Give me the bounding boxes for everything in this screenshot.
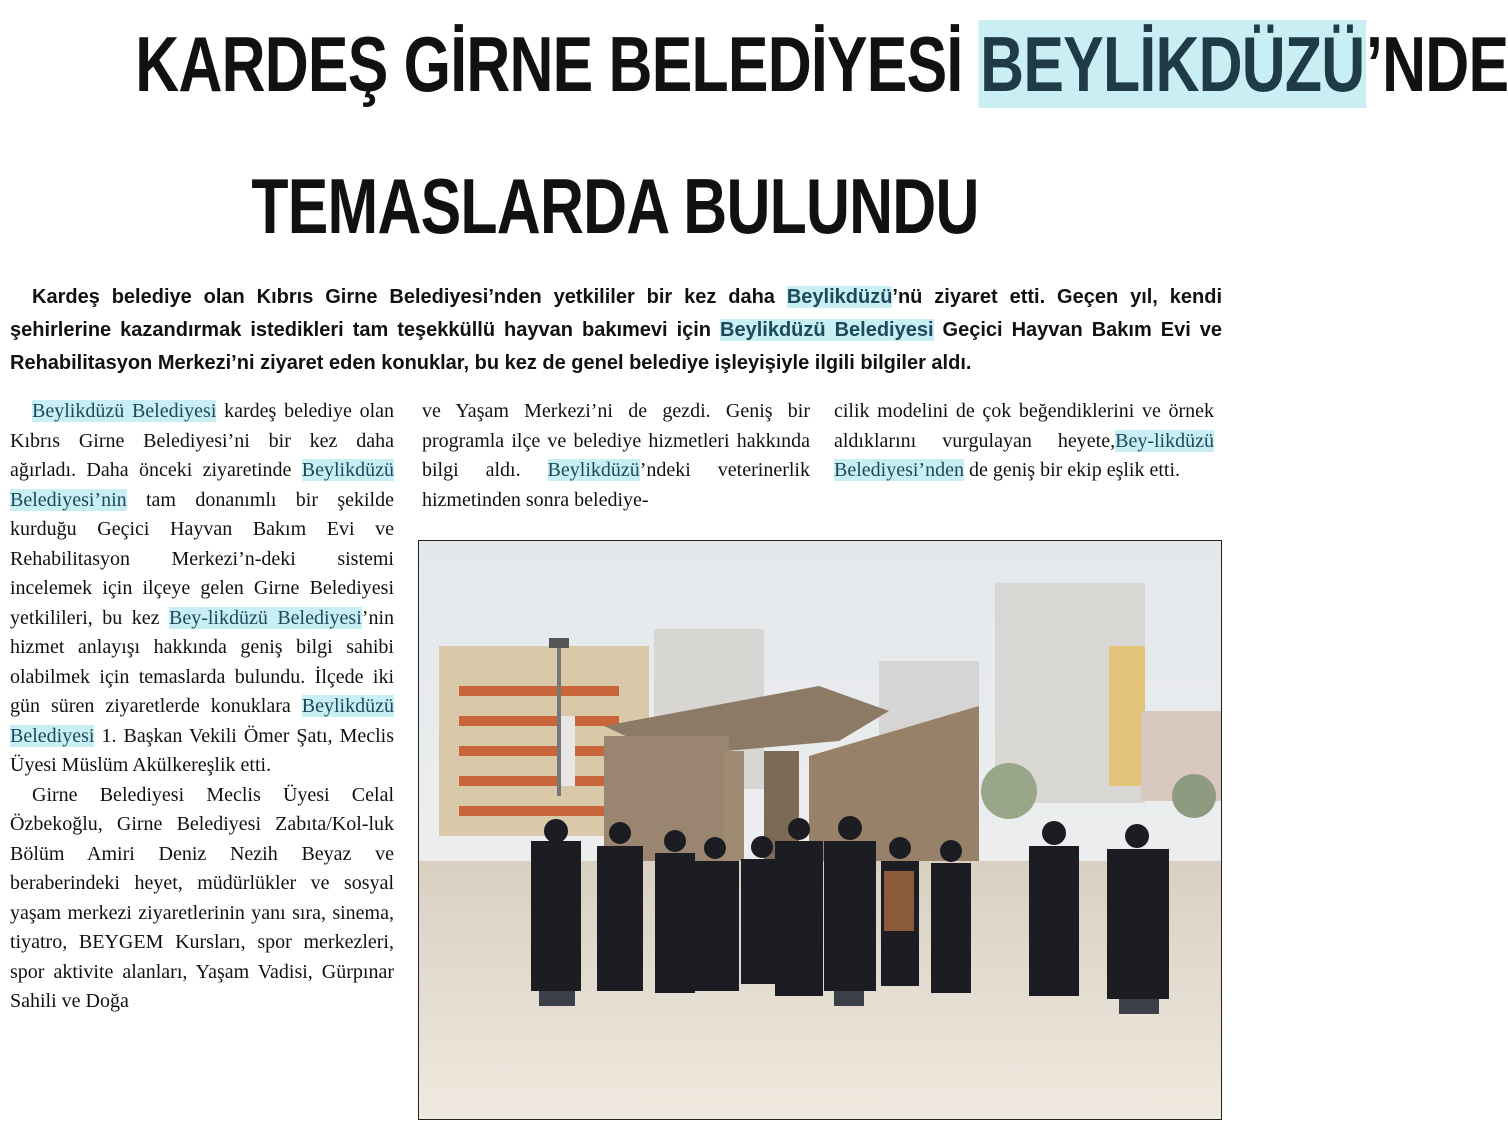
body-column-2 (422, 397, 810, 515)
highlight: Beylikdüzü Belediyesi (32, 400, 217, 422)
lede-highlight: Beylikdüzü Belediyesi (720, 319, 934, 341)
headline-line-2: TEMASLARDA BULUNDU (251, 162, 979, 250)
body-column-3 (834, 397, 1214, 486)
paragraph (834, 397, 1214, 486)
paragraph: Girne Belediyesi Meclis Üyesi Celal Özbekoğlu, Girne Belediyesi Zabıta/Kol-luk Bölüm Amiri Deniz Nezih Beyaz ve beraberindeki heyet, müdürlükler ve sosyal yaşam merkezi ziyaretlerinin yanı sıra, sinema, tiyatro, BEYGEM Kursları, spor merkezleri, spor aktivite alanları, Yaşam Vadisi, Gürpınar Sahili ve Doğa (10, 783, 394, 1012)
highlight: Beylikdüzü (547, 459, 640, 481)
highlight: Beylikdüzü Belediyesi (10, 695, 394, 747)
body-column-1 (10, 397, 394, 1017)
text: ve Yaşam Merkezi’ni de gezdi. Geniş bir programla ilçe ve belediye hizmetleri hakkında bilgi aldı. (422, 400, 810, 481)
text: kardeş belediye olan Kıbrıs Girne Belediyesi’ni bir kez daha ağırladı. Daha önceki ziyaretinde (10, 400, 395, 481)
highlight: Beylikdüzü Belediyesi’nin (10, 459, 394, 511)
photo-illustration (419, 541, 1221, 1119)
text: 1. Başkan Vekili Ömer Şatı, Meclis Üyesi Müslüm Akülkereşlik etti. (10, 724, 394, 776)
paragraph (422, 397, 810, 515)
headline-text: KARDEŞ GİRNE BELEDİYESİ (135, 20, 979, 108)
paragraph (10, 397, 394, 781)
headline-highlight: BEYLİKDÜZÜ (980, 20, 1365, 108)
headline-line-1 (135, 16, 1508, 112)
text: cilik modelini de çok beğendiklerini ve örnek aldıklarını vurgulayan heyete, (834, 400, 1214, 452)
text: de geniş bir ekip eşlik etti. (963, 459, 1181, 481)
group-photo (418, 540, 1222, 1120)
lede-text: Geçici Hayvan Bakım Evi ve Rehabilitasyon Merkezi’ni ziyaret eden konuklar, bu kez de genel belediye işleyişiyle ilgili bilgiler aldı. (10, 319, 1222, 374)
text: tam donanımlı bir şekilde kurduğu Geçici Hayvan Bakım Evi ve Rehabilitasyon Merkezi’n-deki sistemi incelemek için ilçeye gelen Girne Belediyesi yetkilileri, bu kez (10, 488, 394, 629)
lede-paragraph (10, 281, 1222, 380)
lede-highlight: Beylikdüzü (786, 286, 893, 308)
highlight: Bey-likdüzü Belediyesi’nden (834, 429, 1214, 481)
lede-text: Kardeş belediye olan Kıbrıs Girne Belediyesi’nden yetkililer bir kez daha (32, 286, 787, 308)
headline-suffix: ’NDE (1366, 20, 1508, 108)
text: ’nin hizmet anlayışı hakkında geniş bilgi sahibi olabilmek için temaslarda bulundu. İlçede iki gün süren ziyaretlerde konuklara (10, 606, 394, 717)
lede-text: ’nü ziyaret etti. Geçen yıl, kendi şehirlerine kazandırmak istedikleri tam teşekküllü hayvan bakımevi için (10, 286, 1223, 341)
text: ’ndeki veterinerlik hizmetinden sonra belediye- (422, 459, 810, 511)
highlight: Bey-likdüzü Belediyesi (168, 606, 362, 629)
